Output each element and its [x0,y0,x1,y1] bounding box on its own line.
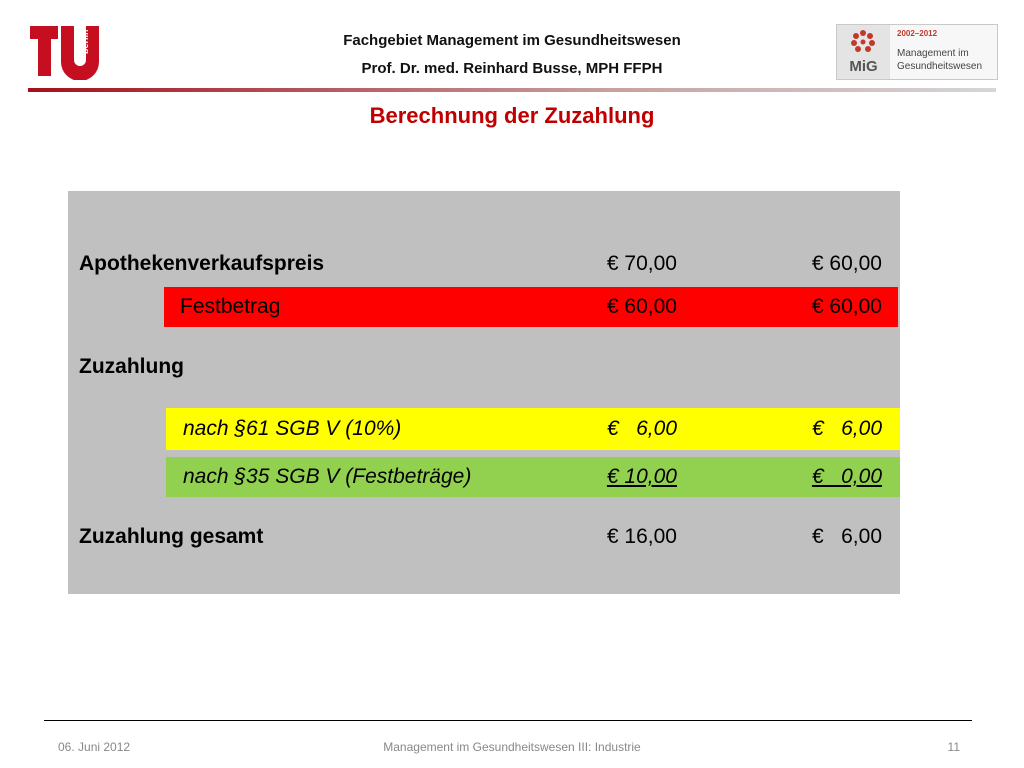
mig-description: Management im Gesundheitswesen [897,48,983,72]
row-label-zuzahlung-gesamt: Zuzahlung gesamt [79,525,264,548]
professor-name: Prof. Dr. med. Reinhard Busse, MPH FFPH [361,60,663,77]
row-value-apothekenverkaufspreis-col1: € 70,00 [606,252,677,275]
mig-logo-mark [837,25,890,79]
row-label-apothekenverkaufspreis: Apothekenverkaufspreis [79,252,325,275]
svg-text:berlin: berlin [80,29,90,54]
row-label-par61: nach §61 SGB V (10%) [183,417,402,440]
footer-course: Management im Gesundheitswesen III: Industrie [383,740,641,754]
row-value-par35-col1: € 10,00 [606,465,677,488]
row-label-festbetrag: Festbetrag [180,295,281,318]
row-value-par35-col2: € 0,00 [811,465,882,488]
mig-years: 2002–2012 [897,29,938,38]
institution-name: Fachgebiet Management im Gesundheitswesen [343,32,681,49]
mig-logo [836,24,998,80]
row-label-par35: nach §35 SGB V (Festbeträge) [183,465,472,488]
row-value-apothekenverkaufspreis-col2: € 60,00 [811,252,882,275]
mig-flower-icon [837,25,890,59]
row-label-zuzahlung: Zuzahlung [79,355,184,378]
row-value-zuzahlung-gesamt-col1: € 16,00 [606,525,677,548]
header-divider [28,88,996,92]
row-value-festbetrag-col1: € 60,00 [606,295,677,318]
row-value-festbetrag-col2: € 60,00 [811,295,882,318]
row-value-par61-col1: € 6,00 [606,417,677,440]
footer-page-number: 11 [947,740,960,754]
footer-divider [44,720,972,721]
row-value-par61-col2: € 6,00 [811,417,882,440]
mig-abbr: MiG [849,58,878,75]
slide-title: Berechnung der Zuzahlung [369,103,655,128]
row-value-zuzahlung-gesamt-col2: € 6,00 [811,525,882,548]
footer-date: 06. Juni 2012 [58,740,131,754]
calculation-panel [68,191,900,594]
